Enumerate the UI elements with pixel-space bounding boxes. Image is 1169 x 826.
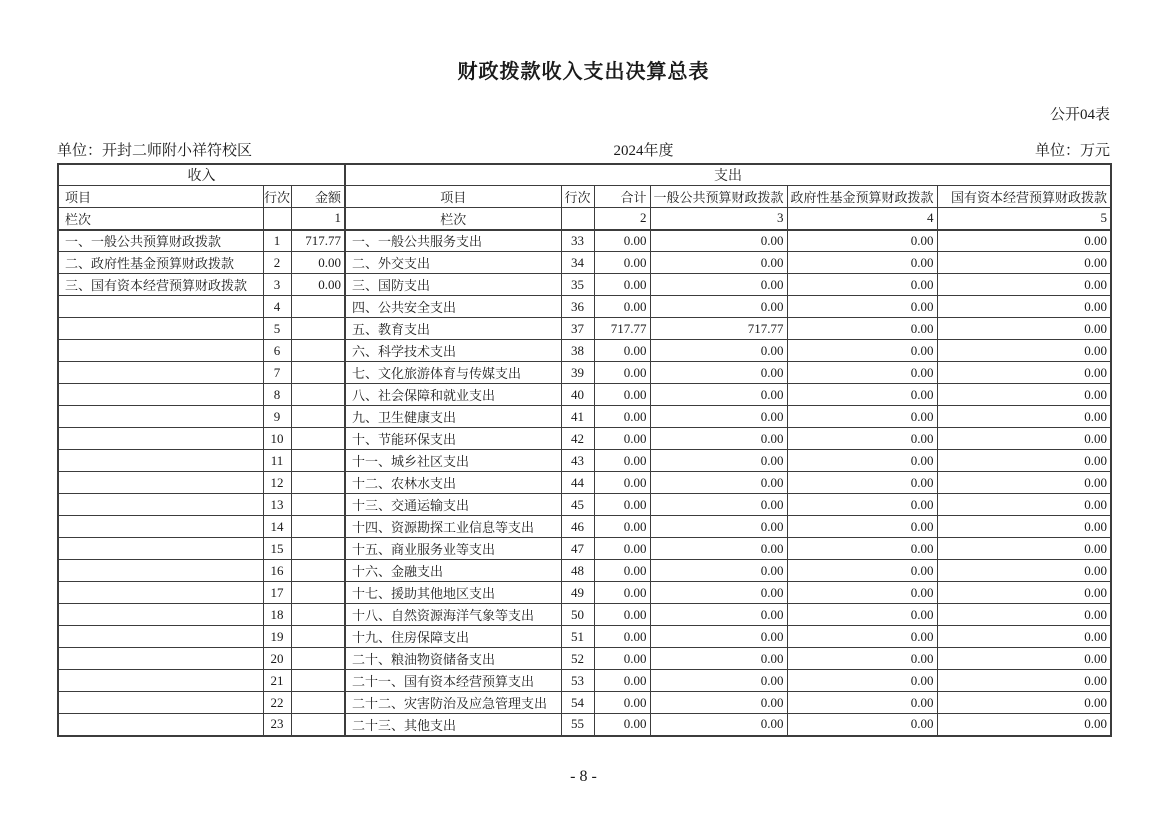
expense-item-cell: 二、外交支出 (345, 252, 561, 274)
table-row (58, 406, 1111, 428)
page-number: - 8 - (570, 767, 597, 785)
table-row (58, 538, 1111, 560)
expense-state-capital-cell: 0.00 (937, 670, 1111, 692)
income-amount-cell (291, 604, 345, 626)
table-row (58, 252, 1111, 274)
expense-state-capital-index: 5 (937, 208, 1111, 230)
expense-item-cell: 二十三、其他支出 (345, 714, 561, 736)
expense-total-cell: 0.00 (594, 472, 650, 494)
expense-item-cell: 十三、交通运输支出 (345, 494, 561, 516)
expense-line-cell: 50 (561, 604, 594, 626)
income-item-cell (58, 692, 263, 714)
fiscal-appropriation-table (57, 163, 1112, 737)
expense-govt-fund-cell: 0.00 (787, 604, 937, 626)
expense-item-cell: 十二、农林水支出 (345, 472, 561, 494)
expense-item-cell: 七、文化旅游体育与传媒支出 (345, 362, 561, 384)
income-item-cell (58, 296, 263, 318)
expense-general-budget-header: 一般公共预算财政拨款 (650, 186, 787, 208)
table-row (58, 494, 1111, 516)
expense-general-budget-cell: 0.00 (650, 714, 787, 736)
expense-total-cell: 0.00 (594, 714, 650, 736)
income-line-cell: 4 (263, 296, 291, 318)
table-row (58, 670, 1111, 692)
expense-total-cell: 0.00 (594, 648, 650, 670)
expense-govt-fund-cell: 0.00 (787, 560, 937, 582)
expense-line-cell: 51 (561, 626, 594, 648)
expense-general-budget-cell: 0.00 (650, 362, 787, 384)
expense-total-cell: 0.00 (594, 362, 650, 384)
expense-state-capital-cell: 0.00 (937, 252, 1111, 274)
expense-line-cell: 34 (561, 252, 594, 274)
income-item-cell (58, 384, 263, 406)
expense-general-budget-cell: 0.00 (650, 494, 787, 516)
expense-item-cell: 五、教育支出 (345, 318, 561, 340)
expense-govt-fund-cell: 0.00 (787, 450, 937, 472)
table-row (58, 318, 1111, 340)
expense-item-cell: 十八、自然资源海洋气象等支出 (345, 604, 561, 626)
table-row (58, 472, 1111, 494)
expense-line-cell: 33 (561, 230, 594, 252)
table-row (58, 340, 1111, 362)
expense-state-capital-cell: 0.00 (937, 692, 1111, 714)
expense-govt-fund-cell: 0.00 (787, 670, 937, 692)
expense-govt-fund-header: 政府性基金预算财政拨款 (787, 186, 937, 208)
income-amount-cell (291, 406, 345, 428)
income-amount-cell (291, 560, 345, 582)
income-line-cell: 16 (263, 560, 291, 582)
expense-govt-fund-cell: 0.00 (787, 362, 937, 384)
expense-line-cell: 52 (561, 648, 594, 670)
income-item-cell (58, 450, 263, 472)
expense-general-budget-index: 3 (650, 208, 787, 230)
expense-govt-fund-cell: 0.00 (787, 428, 937, 450)
income-item-cell (58, 604, 263, 626)
expense-total-cell: 0.00 (594, 296, 650, 318)
unit-name: 单位：开封二师附小祥符校区 (57, 143, 253, 159)
expense-total-cell: 0.00 (594, 516, 650, 538)
income-line-cell: 21 (263, 670, 291, 692)
expense-general-budget-cell: 0.00 (650, 582, 787, 604)
expense-general-budget-cell: 0.00 (650, 692, 787, 714)
expense-item-cell: 一、一般公共服务支出 (345, 230, 561, 252)
income-item-cell (58, 538, 263, 560)
income-amount-cell (291, 648, 345, 670)
income-amount-cell: 717.77 (291, 230, 345, 252)
income-item-index: 栏次 (58, 208, 263, 230)
expense-total-index: 2 (594, 208, 650, 230)
expense-total-cell: 0.00 (594, 406, 650, 428)
expense-state-capital-cell: 0.00 (937, 406, 1111, 428)
table-row (58, 626, 1111, 648)
income-line-cell: 5 (263, 318, 291, 340)
table-code: 公开04表 (1049, 107, 1110, 123)
expense-govt-fund-cell: 0.00 (787, 340, 937, 362)
table-row (58, 582, 1111, 604)
expense-state-capital-header: 国有资本经营预算财政拨款 (937, 186, 1111, 208)
table-row (58, 450, 1111, 472)
expense-total-cell: 0.00 (594, 670, 650, 692)
expense-total-cell: 0.00 (594, 604, 650, 626)
expense-state-capital-cell: 0.00 (937, 450, 1111, 472)
income-item-cell (58, 340, 263, 362)
income-amount-cell: 0.00 (291, 252, 345, 274)
expense-line-cell: 41 (561, 406, 594, 428)
expense-item-cell: 十、节能环保支出 (345, 428, 561, 450)
income-line-cell: 18 (263, 604, 291, 626)
expense-govt-fund-index: 4 (787, 208, 937, 230)
expense-line-cell: 36 (561, 296, 594, 318)
income-item-cell (58, 428, 263, 450)
table-info-row (57, 141, 1110, 161)
income-item-cell (58, 516, 263, 538)
expense-general-budget-cell: 0.00 (650, 252, 787, 274)
expense-general-budget-cell: 0.00 (650, 274, 787, 296)
expense-item-cell: 四、公共安全支出 (345, 296, 561, 318)
income-line-cell: 11 (263, 450, 291, 472)
expense-line-cell: 44 (561, 472, 594, 494)
expense-item-cell: 二十二、灾害防治及应急管理支出 (345, 692, 561, 714)
expense-govt-fund-cell: 0.00 (787, 626, 937, 648)
table-row (58, 428, 1111, 450)
expense-item-cell: 十九、住房保障支出 (345, 626, 561, 648)
expense-item-cell: 六、科学技术支出 (345, 340, 561, 362)
expense-general-budget-cell: 717.77 (650, 318, 787, 340)
expense-state-capital-cell: 0.00 (937, 296, 1111, 318)
income-line-cell: 12 (263, 472, 291, 494)
income-line-cell: 8 (263, 384, 291, 406)
income-amount-cell (291, 472, 345, 494)
income-item-cell (58, 582, 263, 604)
expense-govt-fund-cell: 0.00 (787, 384, 937, 406)
expense-item-cell: 十四、资源勘探工业信息等支出 (345, 516, 561, 538)
expense-total-cell: 0.00 (594, 428, 650, 450)
income-amount-cell (291, 362, 345, 384)
expense-total-cell: 0.00 (594, 582, 650, 604)
income-section-header: 收入 (58, 164, 345, 186)
expense-item-index: 栏次 (345, 208, 561, 230)
table-row (58, 714, 1111, 736)
expense-item-cell: 八、社会保障和就业支出 (345, 384, 561, 406)
income-line-cell: 14 (263, 516, 291, 538)
income-amount-cell (291, 296, 345, 318)
expense-govt-fund-cell: 0.00 (787, 318, 937, 340)
income-line-cell: 6 (263, 340, 291, 362)
income-line-cell: 9 (263, 406, 291, 428)
table-row (58, 384, 1111, 406)
income-item-cell: 三、国有资本经营预算财政拨款 (58, 274, 263, 296)
income-amount-cell (291, 340, 345, 362)
table-row (58, 296, 1111, 318)
expense-general-budget-cell: 0.00 (650, 450, 787, 472)
income-line-cell: 17 (263, 582, 291, 604)
expense-line-cell: 35 (561, 274, 594, 296)
income-amount-cell (291, 494, 345, 516)
income-line-cell: 2 (263, 252, 291, 274)
expense-total-cell: 0.00 (594, 450, 650, 472)
income-item-cell (58, 362, 263, 384)
income-line-cell: 10 (263, 428, 291, 450)
income-line-cell: 19 (263, 626, 291, 648)
expense-state-capital-cell: 0.00 (937, 494, 1111, 516)
expense-state-capital-cell: 0.00 (937, 230, 1111, 252)
expense-state-capital-cell: 0.00 (937, 362, 1111, 384)
column-header-row (58, 186, 1111, 208)
expense-total-header: 合计 (594, 186, 650, 208)
column-index-row (58, 208, 1111, 230)
expense-state-capital-cell: 0.00 (937, 626, 1111, 648)
expense-govt-fund-cell: 0.00 (787, 692, 937, 714)
expense-section-header: 支出 (345, 164, 1111, 186)
expense-govt-fund-cell: 0.00 (787, 252, 937, 274)
expense-govt-fund-cell: 0.00 (787, 516, 937, 538)
income-item-cell (58, 472, 263, 494)
expense-state-capital-cell: 0.00 (937, 384, 1111, 406)
expense-total-cell: 0.00 (594, 538, 650, 560)
income-amount-cell (291, 450, 345, 472)
income-line-index (263, 208, 291, 230)
expense-item-cell: 九、卫生健康支出 (345, 406, 561, 428)
expense-state-capital-cell: 0.00 (937, 648, 1111, 670)
income-amount-cell (291, 670, 345, 692)
table-row (58, 560, 1111, 582)
table-row (58, 648, 1111, 670)
expense-line-cell: 48 (561, 560, 594, 582)
expense-govt-fund-cell: 0.00 (787, 648, 937, 670)
expense-total-cell: 0.00 (594, 626, 650, 648)
income-amount-cell (291, 384, 345, 406)
expense-total-cell: 0.00 (594, 252, 650, 274)
income-item-cell (58, 560, 263, 582)
expense-line-cell: 38 (561, 340, 594, 362)
expense-general-budget-cell: 0.00 (650, 296, 787, 318)
expense-state-capital-cell: 0.00 (937, 340, 1111, 362)
income-item-cell: 二、政府性基金预算财政拨款 (58, 252, 263, 274)
expense-line-cell: 39 (561, 362, 594, 384)
income-line-cell: 15 (263, 538, 291, 560)
fiscal-year: 2024年度 (613, 143, 674, 159)
expense-line-cell: 45 (561, 494, 594, 516)
expense-item-cell: 十一、城乡社区支出 (345, 450, 561, 472)
expense-general-budget-cell: 0.00 (650, 670, 787, 692)
table-row (58, 274, 1111, 296)
expense-govt-fund-cell: 0.00 (787, 274, 937, 296)
income-line-header: 行次 (263, 186, 291, 208)
page-title: 财政拨款收入支出决算总表 (457, 61, 710, 83)
expense-state-capital-cell: 0.00 (937, 472, 1111, 494)
expense-total-cell: 0.00 (594, 692, 650, 714)
section-header-row (58, 164, 1111, 186)
income-amount-cell (291, 538, 345, 560)
expense-line-header: 行次 (561, 186, 594, 208)
expense-govt-fund-cell: 0.00 (787, 472, 937, 494)
expense-general-budget-cell: 0.00 (650, 538, 787, 560)
expense-item-cell: 三、国防支出 (345, 274, 561, 296)
currency-unit: 单位：万元 (1034, 143, 1110, 159)
expense-general-budget-cell: 0.00 (650, 560, 787, 582)
table-row (58, 692, 1111, 714)
expense-item-cell: 二十一、国有资本经营预算支出 (345, 670, 561, 692)
expense-govt-fund-cell: 0.00 (787, 406, 937, 428)
expense-total-cell: 0.00 (594, 340, 650, 362)
expense-general-budget-cell: 0.00 (650, 384, 787, 406)
expense-line-cell: 55 (561, 714, 594, 736)
expense-state-capital-cell: 0.00 (937, 604, 1111, 626)
expense-line-cell: 49 (561, 582, 594, 604)
expense-item-cell: 十六、金融支出 (345, 560, 561, 582)
expense-general-budget-cell: 0.00 (650, 340, 787, 362)
income-amount-cell (291, 626, 345, 648)
income-line-cell: 20 (263, 648, 291, 670)
income-line-cell: 23 (263, 714, 291, 736)
expense-govt-fund-cell: 0.00 (787, 494, 937, 516)
expense-total-cell: 0.00 (594, 494, 650, 516)
expense-state-capital-cell: 0.00 (937, 714, 1111, 736)
income-amount-cell (291, 516, 345, 538)
expense-state-capital-cell: 0.00 (937, 516, 1111, 538)
income-item-cell (58, 318, 263, 340)
expense-line-cell: 53 (561, 670, 594, 692)
income-amount-cell (291, 428, 345, 450)
income-line-cell: 13 (263, 494, 291, 516)
expense-general-budget-cell: 0.00 (650, 472, 787, 494)
income-item-cell (58, 670, 263, 692)
expense-general-budget-cell: 0.00 (650, 604, 787, 626)
income-amount-cell (291, 318, 345, 340)
expense-item-cell: 十五、商业服务业等支出 (345, 538, 561, 560)
table-row (58, 604, 1111, 626)
income-item-cell (58, 714, 263, 736)
expense-state-capital-cell: 0.00 (937, 318, 1111, 340)
income-amount-header: 金额 (291, 186, 345, 208)
table-row (58, 516, 1111, 538)
income-item-cell (58, 406, 263, 428)
income-amount-cell (291, 714, 345, 736)
expense-line-cell: 37 (561, 318, 594, 340)
expense-total-cell: 0.00 (594, 274, 650, 296)
income-amount-cell (291, 692, 345, 714)
expense-general-budget-cell: 0.00 (650, 648, 787, 670)
expense-general-budget-cell: 0.00 (650, 230, 787, 252)
expense-total-cell: 0.00 (594, 230, 650, 252)
expense-line-cell: 47 (561, 538, 594, 560)
document-page (57, 0, 1110, 786)
expense-general-budget-cell: 0.00 (650, 626, 787, 648)
income-item-header: 项目 (58, 186, 263, 208)
income-line-cell: 1 (263, 230, 291, 252)
expense-line-cell: 54 (561, 692, 594, 714)
expense-general-budget-cell: 0.00 (650, 428, 787, 450)
expense-total-cell: 0.00 (594, 560, 650, 582)
expense-govt-fund-cell: 0.00 (787, 230, 937, 252)
income-line-cell: 22 (263, 692, 291, 714)
income-amount-index: 1 (291, 208, 345, 230)
expense-line-cell: 40 (561, 384, 594, 406)
expense-item-cell: 十七、援助其他地区支出 (345, 582, 561, 604)
income-line-cell: 7 (263, 362, 291, 384)
expense-general-budget-cell: 0.00 (650, 406, 787, 428)
expense-govt-fund-cell: 0.00 (787, 714, 937, 736)
income-item-cell: 一、一般公共预算财政拨款 (58, 230, 263, 252)
income-amount-cell: 0.00 (291, 274, 345, 296)
expense-total-cell: 717.77 (594, 318, 650, 340)
expense-govt-fund-cell: 0.00 (787, 538, 937, 560)
income-line-cell: 3 (263, 274, 291, 296)
expense-item-cell: 二十、粮油物资储备支出 (345, 648, 561, 670)
expense-line-index (561, 208, 594, 230)
expense-state-capital-cell: 0.00 (937, 560, 1111, 582)
expense-total-cell: 0.00 (594, 384, 650, 406)
expense-line-cell: 42 (561, 428, 594, 450)
expense-line-cell: 43 (561, 450, 594, 472)
expense-govt-fund-cell: 0.00 (787, 296, 937, 318)
expense-line-cell: 46 (561, 516, 594, 538)
income-item-cell (58, 648, 263, 670)
expense-govt-fund-cell: 0.00 (787, 582, 937, 604)
expense-general-budget-cell: 0.00 (650, 516, 787, 538)
income-amount-cell (291, 582, 345, 604)
expense-state-capital-cell: 0.00 (937, 582, 1111, 604)
income-item-cell (58, 494, 263, 516)
expense-item-header: 项目 (345, 186, 561, 208)
table-row (58, 230, 1111, 252)
expense-state-capital-cell: 0.00 (937, 428, 1111, 450)
income-item-cell (58, 626, 263, 648)
expense-state-capital-cell: 0.00 (937, 538, 1111, 560)
expense-state-capital-cell: 0.00 (937, 274, 1111, 296)
table-row (58, 362, 1111, 384)
